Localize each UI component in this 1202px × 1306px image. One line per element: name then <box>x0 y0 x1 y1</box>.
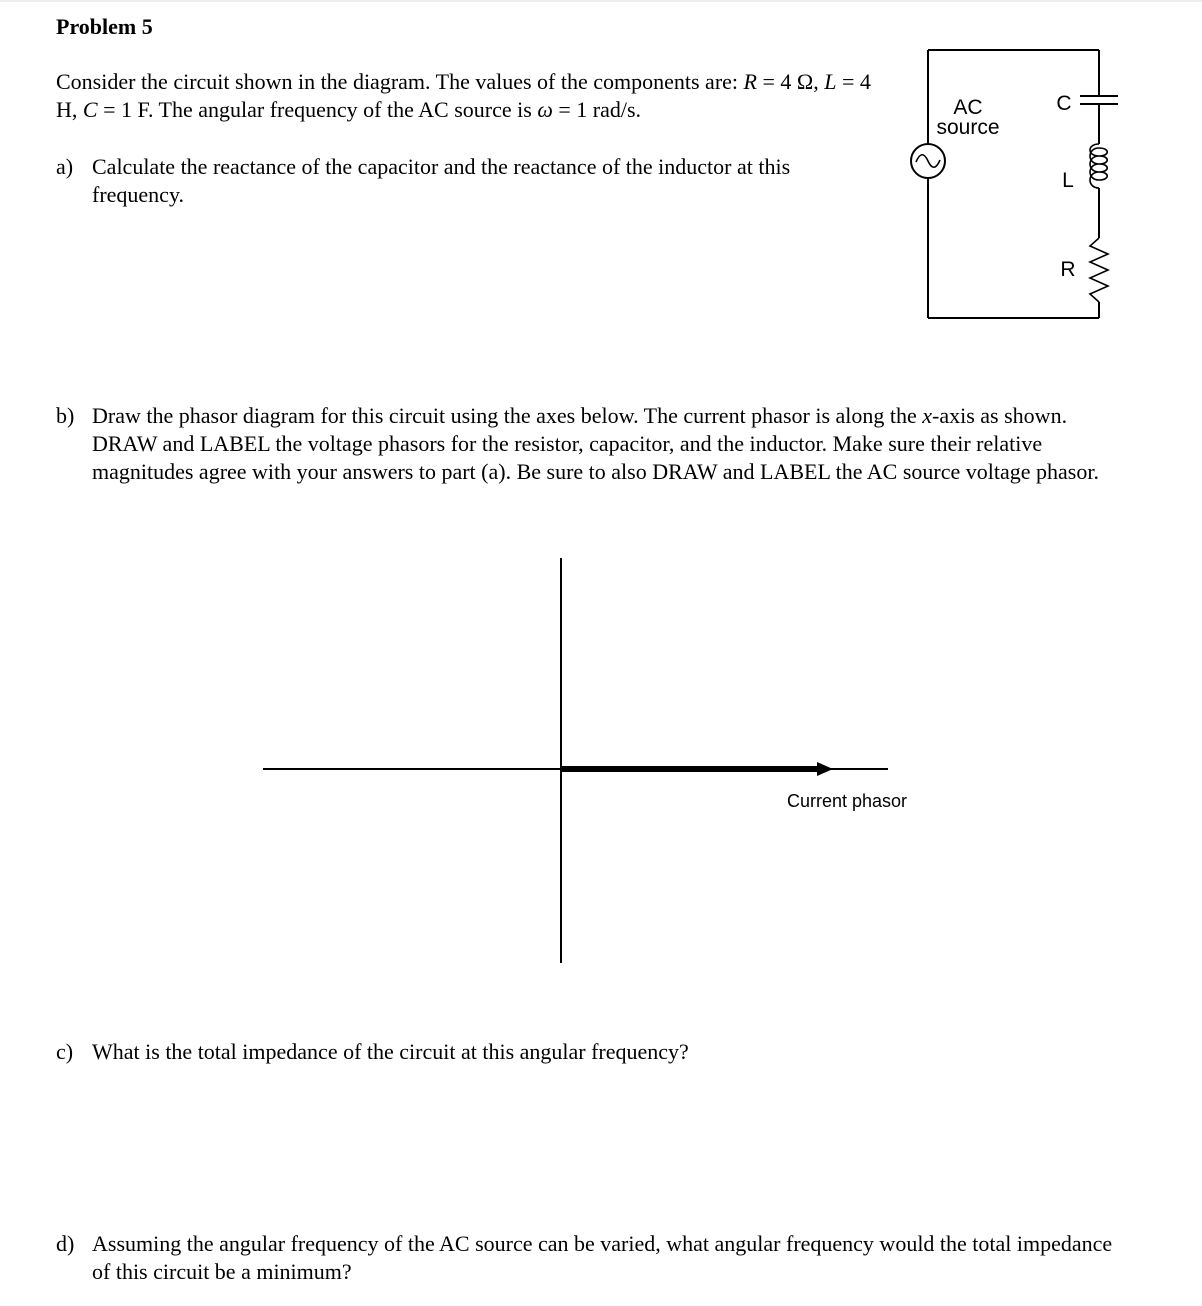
question-c <box>56 1038 1126 1066</box>
problem-intro: Consider the circuit shown in the diagram. The values of the components are: R = 4 Ω, L = 4 H, C = 1 F. The angular frequency of the AC source is ω = 1 rad/s. <box>56 69 871 122</box>
question-b-text: Draw the phasor diagram for this circuit using the axes below. The current phasor is along the x-axis as shown. DRAW and LABEL the voltage phasors for the resistor, capacitor, and the inductor. Make sure their relative magnitudes agree with your answers to part (a). Be sure to also DRAW and LABEL the AC source voltage phasor. <box>92 403 1099 484</box>
problem-title: Problem 5 <box>56 14 153 39</box>
source-label-source: source <box>936 116 1000 139</box>
question-a <box>56 153 876 209</box>
resistor-icon <box>1090 238 1108 302</box>
capacitor-label: C <box>1056 92 1072 115</box>
question-c-label: c) <box>56 1039 74 1064</box>
inductor-icon <box>1090 144 1107 188</box>
resistor-label: R <box>1060 258 1076 281</box>
question-a-text: Calculate the reactance of the capacitor and the reactance of the inductor at this frequency. <box>92 154 791 207</box>
question-c-text: What is the total impedance of the circuit at this angular frequency? <box>92 1039 689 1064</box>
question-b <box>56 402 1126 486</box>
question-d-text: Assuming the angular frequency of the AC source can be varied, what angular frequency would the total impedance of this circuit be a minimum? <box>92 1231 1113 1284</box>
phasor-axes <box>250 550 930 970</box>
source-label-ac: AC <box>953 96 983 119</box>
top-border <box>0 0 1202 2</box>
circuit-diagram <box>896 40 1136 330</box>
inductor-label: L <box>1062 169 1074 192</box>
question-b-label: b) <box>56 403 75 428</box>
question-d-label: d) <box>56 1231 75 1256</box>
question-a-label: a) <box>56 154 74 179</box>
current-phasor-label: Current phasor <box>786 791 908 811</box>
question-d <box>56 1230 1126 1286</box>
current-phasor-arrowhead <box>817 762 833 776</box>
